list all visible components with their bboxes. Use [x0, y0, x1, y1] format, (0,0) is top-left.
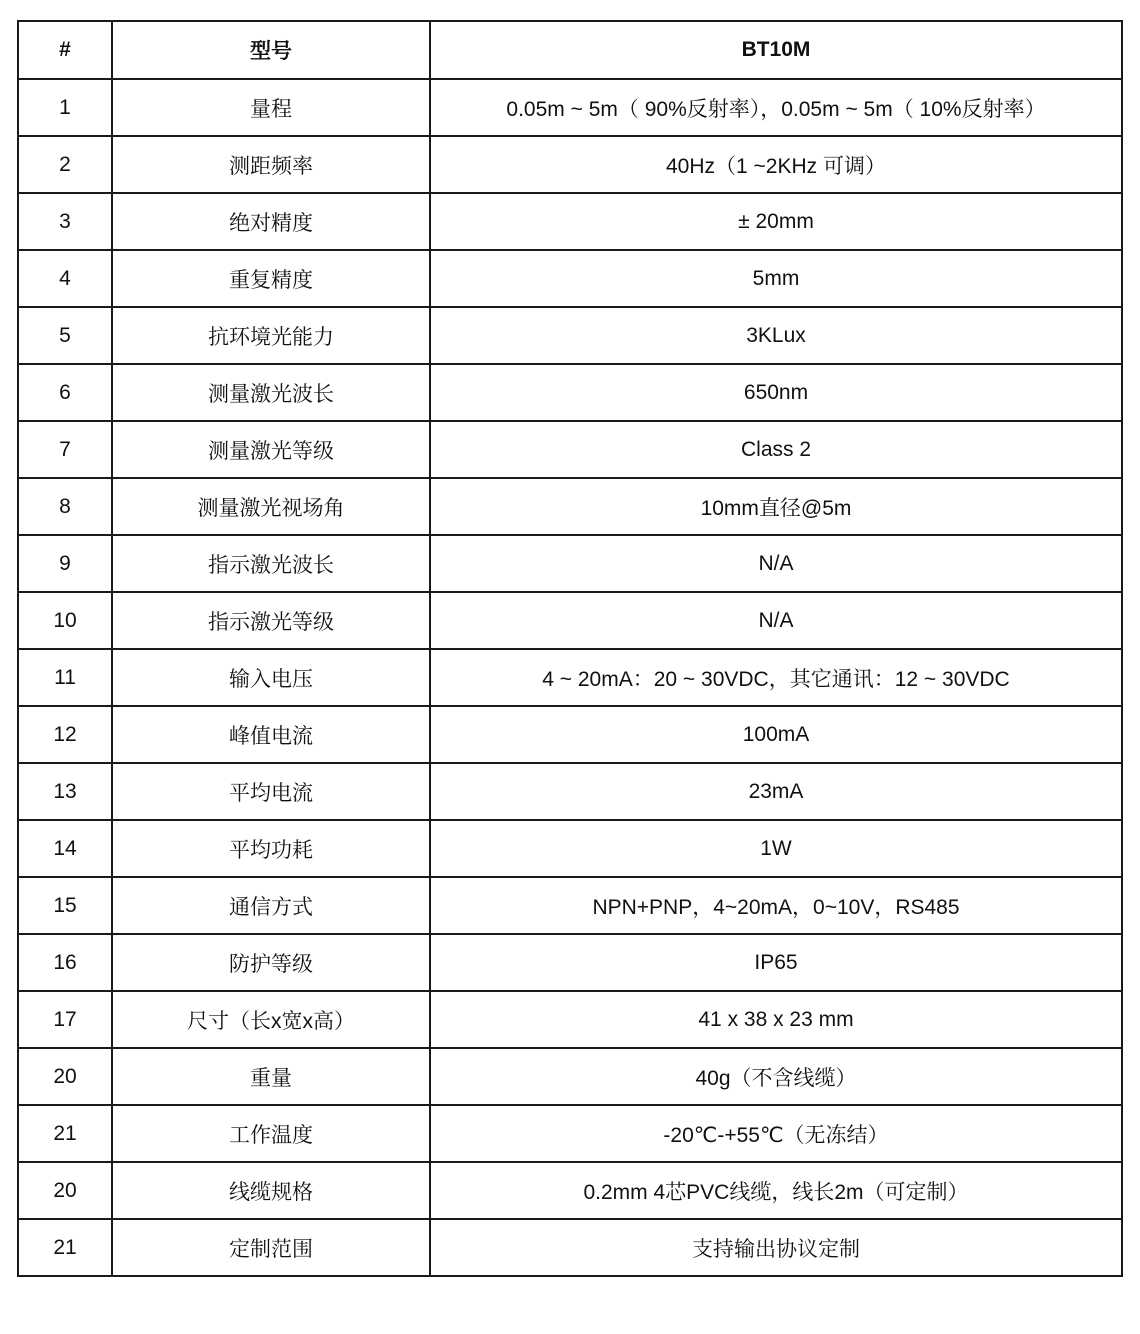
- cell-name: 绝对精度: [112, 193, 430, 250]
- cell-value: N/A: [430, 592, 1122, 649]
- table-row: [18, 250, 1122, 307]
- cell-name: 测距频率: [112, 136, 430, 193]
- cell-num: 2: [18, 136, 112, 193]
- cell-value: 41 x 38 x 23 mm: [430, 991, 1122, 1048]
- cell-name: 线缆规格: [112, 1162, 430, 1219]
- cell-value: ± 20mm: [430, 193, 1122, 250]
- table-row: [18, 649, 1122, 706]
- cell-value: 0.05m ~ 5m（ 90%反射率），0.05m ~ 5m（ 10%反射率）: [430, 79, 1122, 136]
- table-row: [18, 193, 1122, 250]
- cell-name: 平均电流: [112, 763, 430, 820]
- cell-num: 12: [18, 706, 112, 763]
- table-row: [18, 592, 1122, 649]
- header-name: 型号: [112, 21, 430, 79]
- cell-name: 量程: [112, 79, 430, 136]
- cell-num: 14: [18, 820, 112, 877]
- spec-table-header: [18, 21, 1122, 79]
- cell-num: 3: [18, 193, 112, 250]
- cell-value: 23mA: [430, 763, 1122, 820]
- cell-value: 4 ~ 20mA：20 ~ 30VDC，其它通讯：12 ~ 30VDC: [430, 649, 1122, 706]
- table-row: [18, 877, 1122, 934]
- cell-name: 尺寸（长x宽x高）: [112, 991, 430, 1048]
- cell-value: 5mm: [430, 250, 1122, 307]
- cell-name: 通信方式: [112, 877, 430, 934]
- cell-value: 10mm直径@5m: [430, 478, 1122, 535]
- cell-value: -20℃-+55℃（无冻结）: [430, 1105, 1122, 1162]
- cell-value: 650nm: [430, 364, 1122, 421]
- table-row: [18, 706, 1122, 763]
- cell-num: 1: [18, 79, 112, 136]
- cell-value: 支持输出协议定制: [430, 1219, 1122, 1276]
- cell-value: 1W: [430, 820, 1122, 877]
- table-row: [18, 478, 1122, 535]
- table-row: [18, 1162, 1122, 1219]
- cell-num: 4: [18, 250, 112, 307]
- cell-num: 6: [18, 364, 112, 421]
- cell-value: Class 2: [430, 421, 1122, 478]
- cell-num: 20: [18, 1162, 112, 1219]
- spec-table: [17, 20, 1123, 1277]
- cell-name: 测量激光波长: [112, 364, 430, 421]
- cell-name: 峰值电流: [112, 706, 430, 763]
- cell-name: 工作温度: [112, 1105, 430, 1162]
- table-row: [18, 421, 1122, 478]
- cell-num: 17: [18, 991, 112, 1048]
- cell-name: 重复精度: [112, 250, 430, 307]
- cell-num: 16: [18, 934, 112, 991]
- cell-value: N/A: [430, 535, 1122, 592]
- cell-num: 10: [18, 592, 112, 649]
- cell-num: 15: [18, 877, 112, 934]
- cell-value: IP65: [430, 934, 1122, 991]
- header-num: #: [18, 21, 112, 79]
- cell-value: 40Hz（1 ~2KHz 可调）: [430, 136, 1122, 193]
- cell-num: 5: [18, 307, 112, 364]
- cell-name: 重量: [112, 1048, 430, 1105]
- cell-name: 平均功耗: [112, 820, 430, 877]
- cell-num: 8: [18, 478, 112, 535]
- cell-num: 7: [18, 421, 112, 478]
- header-value: BT10M: [430, 21, 1122, 79]
- cell-name: 抗环境光能力: [112, 307, 430, 364]
- spec-table-body: [18, 79, 1122, 1276]
- cell-value: 40g（不含线缆）: [430, 1048, 1122, 1105]
- cell-value: 0.2mm 4芯PVC线缆，线长2m（可定制）: [430, 1162, 1122, 1219]
- table-row: [18, 535, 1122, 592]
- header-row: [18, 21, 1122, 79]
- table-row: [18, 934, 1122, 991]
- cell-num: 21: [18, 1105, 112, 1162]
- table-row: [18, 1048, 1122, 1105]
- cell-name: 指示激光等级: [112, 592, 430, 649]
- cell-num: 9: [18, 535, 112, 592]
- cell-value: NPN+PNP，4~20mA，0~10V，RS485: [430, 877, 1122, 934]
- cell-value: 100mA: [430, 706, 1122, 763]
- cell-num: 11: [18, 649, 112, 706]
- table-row: [18, 820, 1122, 877]
- table-row: [18, 307, 1122, 364]
- table-row: [18, 1105, 1122, 1162]
- table-row: [18, 991, 1122, 1048]
- cell-num: 20: [18, 1048, 112, 1105]
- table-row: [18, 136, 1122, 193]
- table-row: [18, 79, 1122, 136]
- table-row: [18, 1219, 1122, 1276]
- cell-value: 3KLux: [430, 307, 1122, 364]
- cell-num: 13: [18, 763, 112, 820]
- cell-num: 21: [18, 1219, 112, 1276]
- table-row: [18, 364, 1122, 421]
- table-row: [18, 763, 1122, 820]
- cell-name: 输入电压: [112, 649, 430, 706]
- cell-name: 测量激光视场角: [112, 478, 430, 535]
- cell-name: 定制范围: [112, 1219, 430, 1276]
- cell-name: 防护等级: [112, 934, 430, 991]
- cell-name: 测量激光等级: [112, 421, 430, 478]
- cell-name: 指示激光波长: [112, 535, 430, 592]
